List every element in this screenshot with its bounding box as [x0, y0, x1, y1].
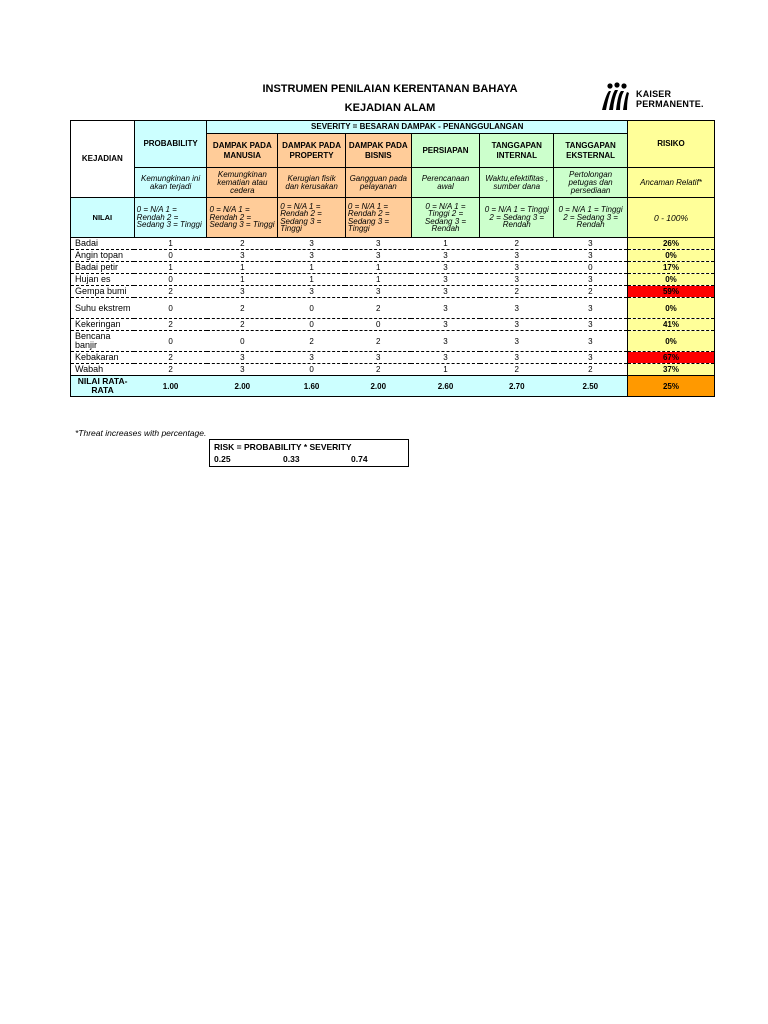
score-cell: 2: [480, 238, 554, 250]
score-cell: 2: [554, 364, 628, 376]
title-line-1: INSTRUMEN PENILAIAN KERENTANAN BAHAYA: [262, 83, 518, 95]
risk-formula-value: 0.74: [351, 454, 368, 464]
score-cell: 3: [554, 352, 628, 364]
table-row: [71, 250, 715, 262]
score-cell: 0: [278, 298, 346, 319]
average-value: 1.60: [278, 376, 346, 397]
severity-header: SEVERITY = BESARAN DAMPAK - PENANGGULANGAN: [207, 121, 628, 134]
score-cell: 0: [345, 319, 411, 331]
hazard-name: Kekeringan: [71, 319, 135, 331]
kejadian-header: KEJADIAN: [71, 121, 135, 198]
logo-text-line-1: KAISER: [636, 89, 672, 99]
probability-desc: Kemungkinan ini akan terjadi: [134, 168, 207, 198]
score-cell: 2: [207, 319, 278, 331]
dampak-manusia-scale: 0 = N/A 1 = Rendah 2 = Sedang 3 = Tinggi: [207, 198, 278, 238]
logo-text-line-2: PERMANENTE.: [636, 99, 704, 109]
footnote: *Threat increases with percentage.: [75, 428, 207, 438]
score-cell: 0: [207, 331, 278, 352]
score-cell: 3: [554, 250, 628, 262]
risk-cell: 37%: [628, 364, 715, 376]
score-cell: 3: [411, 250, 480, 262]
score-cell: 3: [411, 319, 480, 331]
score-cell: 3: [278, 238, 346, 250]
risk-cell: 17%: [628, 262, 715, 274]
score-cell: 3: [480, 262, 554, 274]
score-cell: 3: [411, 352, 480, 364]
kaiser-people-logo-icon: [600, 82, 634, 112]
hazard-name: Wabah: [71, 364, 135, 376]
table-row: [71, 331, 715, 352]
score-cell: 3: [480, 352, 554, 364]
score-cell: 0: [278, 364, 346, 376]
risk-cell: 67%: [628, 352, 715, 364]
score-cell: 3: [554, 238, 628, 250]
score-cell: 3: [554, 274, 628, 286]
dampak-manusia-desc: Kemungkinan kematian atau cedera: [207, 168, 278, 198]
score-cell: 1: [134, 238, 207, 250]
score-cell: 2: [134, 352, 207, 364]
score-cell: 3: [278, 286, 346, 298]
risk-cell: 41%: [628, 319, 715, 331]
score-cell: 3: [554, 298, 628, 319]
average-value: 2.00: [207, 376, 278, 397]
score-cell: 3: [411, 286, 480, 298]
average-value: 2.50: [554, 376, 628, 397]
score-cell: 2: [207, 298, 278, 319]
hazard-rows: [71, 238, 715, 376]
average-value: 2.70: [480, 376, 554, 397]
persiapan-desc: Perencanaan awal: [411, 168, 480, 198]
score-cell: 3: [345, 250, 411, 262]
score-cell: 2: [480, 286, 554, 298]
dampak-property-desc: Kerugian fisik dan kerusakan: [278, 168, 346, 198]
score-cell: 3: [411, 298, 480, 319]
score-cell: 1: [207, 274, 278, 286]
table-row: [71, 286, 715, 298]
average-label: NILAI RATA-RATA: [71, 376, 135, 397]
score-cell: 3: [207, 364, 278, 376]
tanggapan-internal-scale: 0 = N/A 1 = Tinggi 2 = Sedang 3 = Rendah: [480, 198, 554, 238]
table-row: [71, 298, 715, 319]
score-cell: 0: [134, 298, 207, 319]
average-risk: 25%: [628, 376, 715, 397]
score-cell: 3: [345, 352, 411, 364]
hazard-name: Kebakaran: [71, 352, 135, 364]
score-cell: 3: [480, 319, 554, 331]
tanggapan-eksternal-header: TANGGAPAN EKSTERNAL: [554, 134, 628, 168]
score-cell: 0: [134, 274, 207, 286]
risiko-desc: Ancaman Relatif*: [628, 168, 715, 198]
score-cell: 2: [480, 364, 554, 376]
score-cell: 3: [278, 352, 346, 364]
table-row: [71, 352, 715, 364]
risk-formula-label: RISK = PROBABILITY * SEVERITY: [214, 442, 352, 452]
score-cell: 2: [134, 286, 207, 298]
score-cell: 3: [480, 250, 554, 262]
dampak-bisnis-desc: Gangguan pada pelayanan: [345, 168, 411, 198]
score-cell: 1: [207, 262, 278, 274]
tanggapan-internal-desc: Waktu,efektifitas , sumber dana: [480, 168, 554, 198]
score-cell: 3: [411, 274, 480, 286]
score-cell: 3: [345, 238, 411, 250]
score-cell: 1: [345, 274, 411, 286]
score-cell: 1: [278, 274, 346, 286]
score-cell: 3: [345, 286, 411, 298]
risk-cell: 26%: [628, 238, 715, 250]
risk-formula-box: [209, 439, 409, 467]
probability-header: PROBABILITY: [134, 121, 207, 168]
score-cell: 1: [411, 238, 480, 250]
score-cell: 3: [554, 331, 628, 352]
hazard-name: Angin topan: [71, 250, 135, 262]
kaiser-permanente-logo: [600, 82, 710, 112]
score-cell: 0: [554, 262, 628, 274]
score-cell: 3: [411, 331, 480, 352]
probability-scale: 0 = N/A 1 = Rendah 2 = Sedang 3 = Tinggi: [134, 198, 207, 238]
dampak-bisnis-header: DAMPAK PADA BISNIS: [345, 134, 411, 168]
score-cell: 3: [278, 250, 346, 262]
score-cell: 3: [207, 286, 278, 298]
score-cell: 2: [345, 331, 411, 352]
hazard-name: Badai: [71, 238, 135, 250]
score-cell: 2: [134, 364, 207, 376]
score-cell: 0: [278, 319, 346, 331]
risk-cell: 0%: [628, 298, 715, 319]
risiko-scale: 0 - 100%: [628, 198, 715, 238]
score-cell: 2: [207, 238, 278, 250]
score-cell: 3: [480, 331, 554, 352]
score-cell: 2: [278, 331, 346, 352]
table-row: [71, 319, 715, 331]
hazard-name: Bencana banjir: [71, 331, 135, 352]
score-cell: 2: [345, 298, 411, 319]
dampak-bisnis-scale: 0 = N/A 1 = Rendah 2 = Sedang 3 = Tinggi: [345, 198, 411, 238]
risiko-header: RISIKO: [628, 121, 715, 168]
score-cell: 3: [480, 298, 554, 319]
title-line-2: KEJADIAN ALAM: [344, 102, 436, 114]
score-cell: 2: [554, 286, 628, 298]
table-row: [71, 238, 715, 250]
score-cell: 2: [345, 364, 411, 376]
risk-cell: 0%: [628, 331, 715, 352]
hazard-name: Hujan es: [71, 274, 135, 286]
score-cell: 3: [480, 274, 554, 286]
persiapan-scale: 0 = N/A 1 = Tinggi 2 = Sedang 3 = Rendah: [411, 198, 480, 238]
risk-formula-value: 0.33: [283, 454, 300, 464]
risk-formula-value: 0.25: [214, 454, 231, 464]
table-row: [71, 364, 715, 376]
score-cell: 1: [411, 364, 480, 376]
average-value: 1.00: [134, 376, 207, 397]
table-row: [71, 262, 715, 274]
score-cell: 3: [207, 352, 278, 364]
score-cell: 3: [411, 262, 480, 274]
score-cell: 2: [134, 319, 207, 331]
hazard-name: Badai petir: [71, 262, 135, 274]
dampak-manusia-header: DAMPAK PADA MANUSIA: [207, 134, 278, 168]
tanggapan-eksternal-scale: 0 = N/A 1 = Tinggi 2 = Sedang 3 = Rendah: [554, 198, 628, 238]
average-value: 2.60: [411, 376, 480, 397]
score-cell: 0: [134, 331, 207, 352]
persiapan-header: PERSIAPAN: [411, 134, 480, 168]
risk-cell: 0%: [628, 274, 715, 286]
risk-cell: 0%: [628, 250, 715, 262]
risk-cell: 59%: [628, 286, 715, 298]
score-cell: 3: [554, 319, 628, 331]
tanggapan-eksternal-desc: Pertolongan petugas dan persediaan: [554, 168, 628, 198]
nilai-label: NILAI: [71, 198, 135, 238]
hazard-name: Suhu ekstrem: [71, 298, 135, 319]
tanggapan-internal-header: TANGGAPAN INTERNAL: [480, 134, 554, 168]
table-row: [71, 274, 715, 286]
dampak-property-scale: 0 = N/A 1 = Rendah 2 = Sedang 3 = Tinggi: [278, 198, 346, 238]
score-cell: 1: [278, 262, 346, 274]
average-value: 2.00: [345, 376, 411, 397]
hazard-assessment-table: [70, 120, 715, 397]
score-cell: 1: [345, 262, 411, 274]
average-row: [71, 376, 715, 397]
dampak-property-header: DAMPAK PADA PROPERTY: [278, 134, 346, 168]
score-cell: 3: [207, 250, 278, 262]
score-cell: 0: [134, 250, 207, 262]
hazard-name: Gempa bumi: [71, 286, 135, 298]
score-cell: 1: [134, 262, 207, 274]
